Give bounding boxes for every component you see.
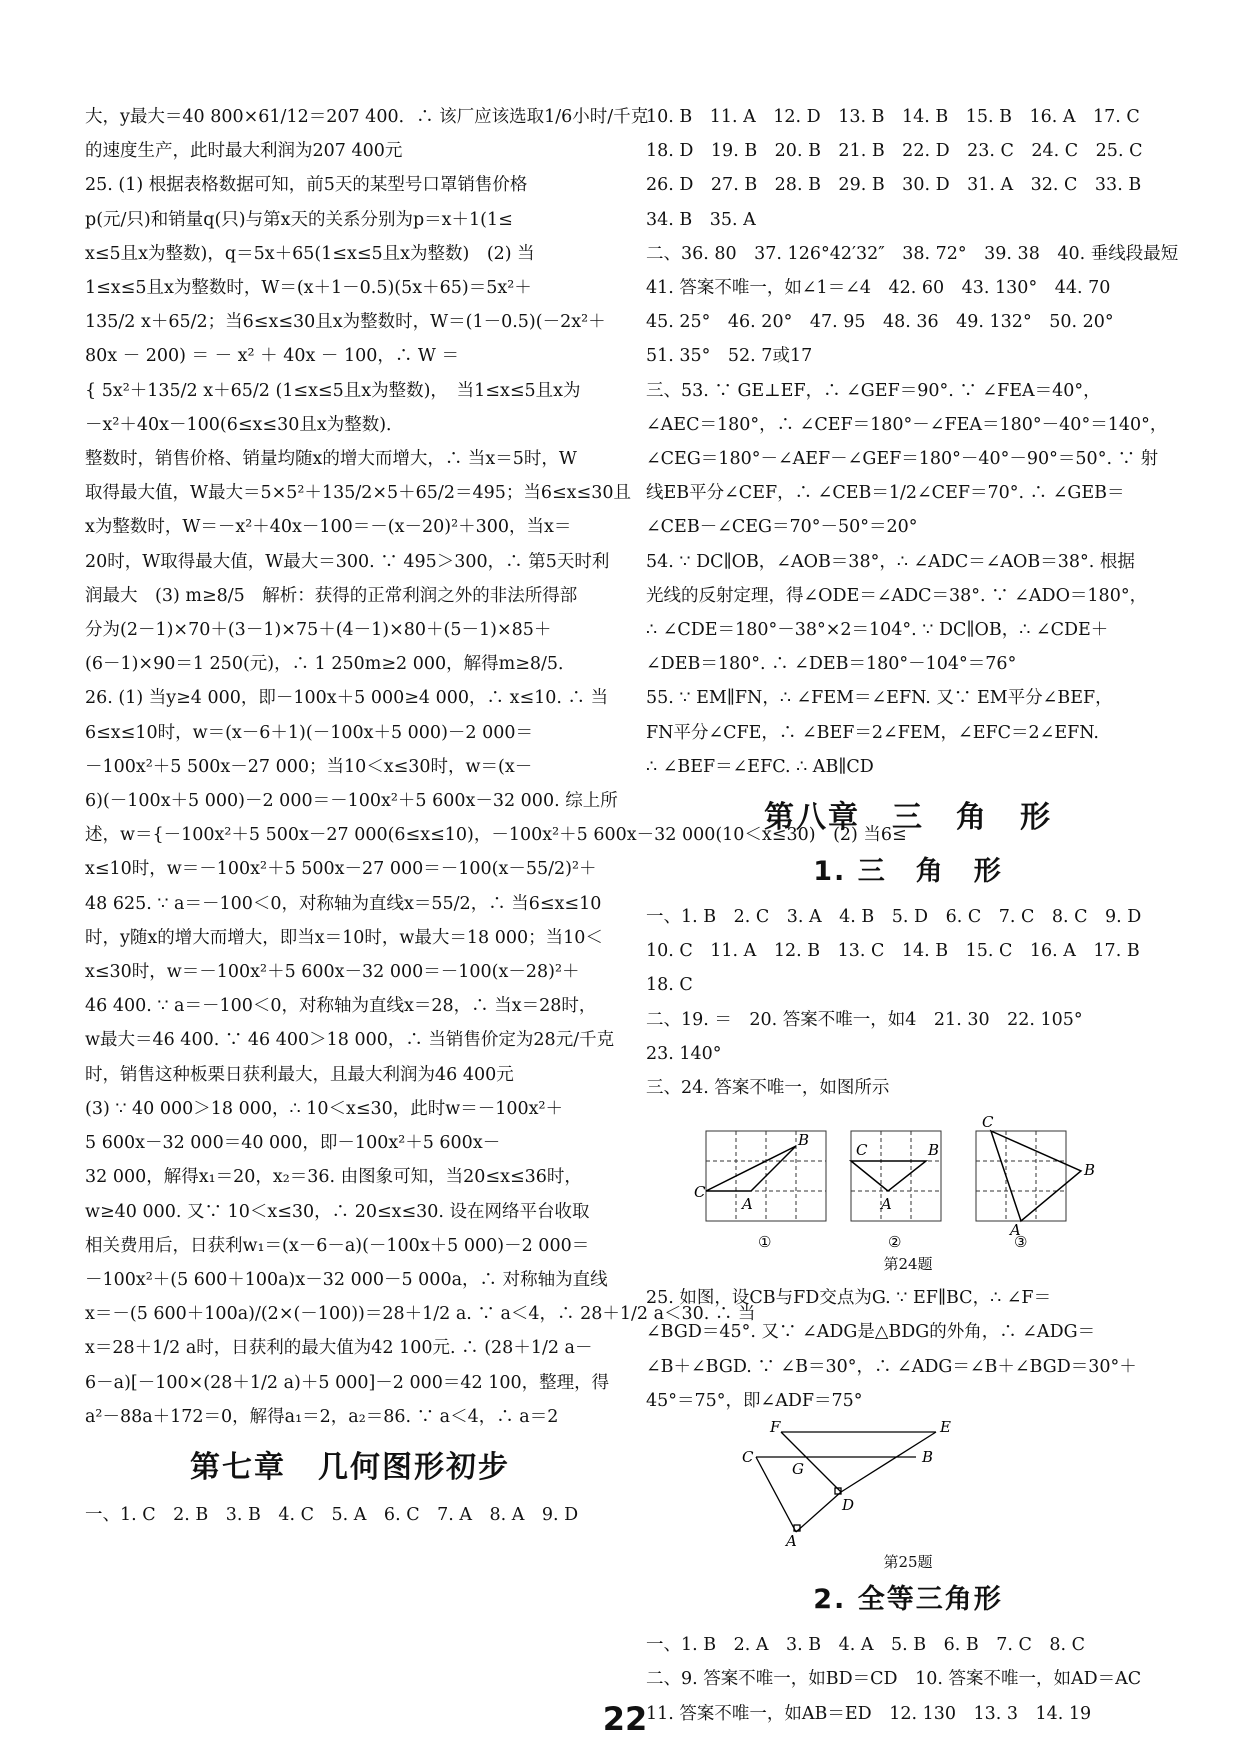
text-line: 一、1. B 2. C 3. A 4. B 5. D 6. C 7. C 8. C 9. D [646,907,1142,928]
chapter-7-answers [85,1498,615,1532]
text-line: 时，销售这种板栗日获利最大，且最大利润为46 400元 [85,1064,514,1085]
text-line: 三、24. 答案不唯一，如图所示 [646,1078,890,1099]
text-line: ∠B＋∠BGD. ∵ ∠B＝30°，∴ ∠ADG＝∠B＋∠BGD＝30°＋ [646,1356,1137,1377]
fig24-2-label-a: A [881,1195,892,1214]
text-line: x≤5且x为整数)，q＝5x＋65(1≤x≤5且x为整数) (2) 当 [85,243,535,264]
fig25-label-b: B [922,1448,934,1467]
text-line: x≤30时，w＝－100x²＋5 600x－32 000＝－100(x－28)²＋ [85,962,580,983]
text-line: 润最大 (3) m≥8/5 解析：获得的正常利润之外的非法所得部 [85,585,578,606]
fig25-label-e: E [940,1418,951,1437]
text-line: 48 625. ∵ a＝－100＜0，对称轴为直线x＝55/2，∴ 当6≤x≤10 [85,893,602,914]
text-line: ∠DEB＝180°. ∴ ∠DEB＝180°－104°＝76° [646,654,1017,675]
text-line: 相关费用后，日获利w₁＝(x－6－a)(－100x＋5 000)－2 000＝ [85,1235,590,1256]
text-line: 分为(2－1)×70＋(3－1)×75＋(4－1)×80＋(5－1)×85＋ [85,620,552,641]
fig25-label-g: G [792,1460,804,1479]
text-line: ∠CEG＝180°－∠AEF－∠GEF＝180°－40°－90°＝50°. ∵ 射 [646,449,1159,470]
fig24-sub-3: ③ [1014,1233,1028,1252]
text-line: x＝－(5 600＋100a)/(2×(－100))＝28＋1/2 a. ∵ a＜4，∴ 28＋1/2 a＜30. ∴ 当 [85,1304,756,1325]
text-line: －x²＋40x－100(6≤x≤30且x为整数)． [85,414,404,435]
text-line: 二、36. 80 37. 126°42′32″ 38. 72° 39. 38 40. 垂线段最短 [646,243,1179,264]
fig25-label-a: A [786,1532,797,1551]
section-2-title: 2. 全等三角形 [813,1584,1003,1616]
text-line: ∴ ∠BEF＝∠EFC. ∴ AB∥CD [646,756,874,777]
text-line: 26. (1) 当y≥4 000，即－100x＋5 000≥4 000，∴ x≤10. ∴ 当 [85,688,609,709]
fig24-1-label-c: C [694,1183,706,1202]
fig25-label-f: F [770,1418,781,1437]
section-1-answers [646,900,1170,1105]
text-line: 135/2 x＋65/2；当6≤x≤30且x为整数时，W＝(1－0.5)(－2x²＋ [85,312,606,333]
text-line: 11. 答案不唯一，如AB＝ED 12. 130 13. 3 14. 19 [646,1703,1092,1724]
figure-24-caption: 第24题 [883,1255,933,1274]
text-line: 述，w＝{－100x²＋5 500x－27 000(6≤x≤10)，－100x²＋5 600x－32 000(10＜x≤30) (2) 当6≤ [85,825,907,846]
text-line: ∴ ∠CDE＝180°－38°×2＝104°. ∵ DC∥OB，∴ ∠CDE＋ [646,620,1109,641]
text-line: 25. 如图，设CB与FD交点为G. ∵ EF∥BC，∴ ∠F＝ [646,1288,1052,1309]
text-line: －100x²＋5 500x－27 000；当10＜x≤30时，w＝(x－ [85,756,533,777]
right-solution-lines [646,100,1179,784]
fig24-2-label-b: B [928,1141,940,1160]
text-line: 32 000，解得x₁＝20，x₂＝36. 由图象可知，当20≤x≤36时， [85,1167,582,1188]
fig24-1-label-b: B [798,1131,810,1150]
text-line: 一、1. B 2. A 3. B 4. A 5. B 6. B 7. C 8. C [646,1635,1086,1656]
text-line: w最大＝46 400. ∵ 46 400＞18 000，∴ 当销售价定为28元/千克 [85,1030,615,1051]
text-line: 55. ∵ EM∥FN，∴ ∠FEM＝∠EFN. 又∵ EM平分∠BEF， [646,688,1113,709]
text-line: 41. 答案不唯一，如∠1＝∠4 42. 60 43. 130° 44. 70 [646,278,1111,299]
fig24-3-label-c: C [982,1113,994,1132]
fig24-sub-2: ② [888,1233,902,1252]
text-line: 一、1. C 2. B 3. B 4. C 5. A 6. C 7. A 8. A 9. D [85,1504,579,1525]
text-line: 二、19. ＝ 20. 答案不唯一，如4 21. 30 22. 105° [646,1009,1083,1030]
text-line: 的速度生产，此时最大利润为207 400元 [85,141,403,162]
text-line: 6－a)[－100×(28＋1/2 a)＋5 000]－2 000＝42 100，整理，得 [85,1372,610,1393]
text-line: p(元/只)和销量q(只)与第x天的关系分别为p＝x＋1(1≤ [85,209,513,230]
fig25-label-d: D [842,1496,855,1515]
text-line: w≥40 000. 又∵ 10＜x≤30，∴ 20≤x≤30. 设在网络平台收取 [85,1201,590,1222]
fig24-sub-1: ① [758,1233,772,1252]
text-line: 20时，W取得最大值，W最大＝300. ∵ 495＞300，∴ 第5天时利 [85,551,610,572]
text-line: (6－1)×90＝1 250(元)，∴ 1 250m≥2 000，解得m≥8/5． [85,654,576,675]
fig24-3-label-a: A [1010,1221,1021,1240]
text-line: 18. C [646,975,693,996]
text-line: 二、9. 答案不唯一，如BD＝CD 10. 答案不唯一，如AD＝AC [646,1669,1142,1690]
text-line: 54. ∵ DC∥OB，∠AOB＝38°，∴ ∠ADC＝∠AOB＝38°. 根据 [646,551,1135,572]
text-line: 三、53. ∵ GE⊥EF，∴ ∠GEF＝90°. ∵ ∠FEA＝40°， [646,380,1101,401]
text-line: 45°＝75°，即∠ADF＝75° [646,1390,863,1411]
figure-25-diagram [646,1418,1170,1551]
text-line: x为整数时，W＝－x²＋40x－100＝－(x－20)²＋300，当x＝ [85,517,572,538]
text-line: 10. C 11. A 12. B 13. C 14. B 15. C 16. A 17. B [646,941,1140,962]
text-line: 时，y随x的增大而增大，即当x＝10时，w最大＝18 000；当10＜ [85,927,603,948]
figure-24-diagram [646,1109,1170,1252]
fig24-3-label-b: B [1084,1161,1096,1180]
text-line: x≤10时，w＝－100x²＋5 500x－27 000＝－100(x－55/2)²＋ [85,859,597,880]
text-line: x＝28＋1/2 a时，日获利的最大值为42 100元. ∴ (28＋1/2 a－ [85,1338,593,1359]
text-line: 46 400. ∵ a＝－100＜0，对称轴为直线x＝28，∴ 当x＝28时， [85,996,597,1017]
text-line: ∠AEC＝180°，∴ ∠CEF＝180°－∠FEA＝180°－40°＝140°， [646,414,1168,435]
text-line: 34. B 35. A [646,209,756,230]
chapter-7-title: 第七章 几何图形初步 [190,1449,510,1485]
text-line: 26. D 27. B 28. B 29. B 30. D 31. A 32. C 33. B [646,175,1142,196]
text-line: 取得最大值，W最大＝5×5²＋135/2×5＋65/2＝495；当6≤x≤30且 [85,483,631,504]
text-line: 18. D 19. B 20. B 21. B 22. D 23. C 24. C 25. C [646,141,1143,162]
text-line: 整数时，销售价格、销量均随x的增大而增大，∴ 当x＝5时，W [85,449,577,470]
text-line: 45. 25° 46. 20° 47. 95 48. 36 49. 132° 50. 20° [646,312,1114,333]
text-line: FN平分∠CFE，∴ ∠BEF＝2∠FEM，∠EFC＝2∠EFN. [646,722,1099,743]
text-line: ∠BGD＝45°. 又∵ ∠ADG是△BDG的外角，∴ ∠ADG＝ [646,1322,1096,1343]
fig24-1-label-a: A [742,1195,753,1214]
page-number: 22 [602,1700,648,1738]
figure-25-caption: 第25题 [883,1553,933,1572]
text-line: 线EB平分∠CEF，∴ ∠CEB＝1/2∠CEF＝70°. ∴ ∠GEB＝ [646,483,1125,504]
text-line: 25. (1) 根据表格数据可知，前5天的某型号口罩销售价格 [85,175,528,196]
text-line: ∠CEB－∠CEG＝70°－50°＝20° [646,517,918,538]
section-1-title: 1. 三 角 形 [813,856,1003,888]
text-line: 80x － 200) ＝ － x² ＋ 40x － 100，∴ W ＝ [85,346,459,367]
fig24-2-label-c: C [856,1141,868,1160]
text-line: 光线的反射定理，得∠ODE＝∠ADC＝38°. ∵ ∠ADO＝180°， [646,585,1148,606]
fig25-label-c: C [742,1448,754,1467]
text-line: { 5x²＋135/2 x＋65/2 (1≤x≤5且x为整数)， 当1≤x≤5且x为 [85,380,581,401]
right-column [646,100,1179,1731]
question-25-solution [646,1281,1170,1418]
text-line: 5 600x－32 000＝40 000，即－100x²＋5 600x－ [85,1133,501,1154]
text-line: 10. B 11. A 12. D 13. B 14. B 15. B 16. A 17. C [646,107,1140,127]
text-line: 1≤x≤5且x为整数时，W＝(x＋1－0.5)(5x＋65)＝5x²＋ [85,278,532,299]
text-line: (3) ∵ 40 000＞18 000，∴ 10＜x≤30，此时w＝－100x²＋ [85,1098,564,1119]
figure-25 [646,1418,1170,1572]
text-line: 6≤x≤10时，w＝(x－6＋1)(－100x＋5 000)－2 000＝ [85,722,533,743]
text-line: 23. 140° [646,1043,722,1064]
chapter-8-title: 第八章 三 角 形 [764,800,1052,836]
figure-24 [646,1109,1170,1277]
text-line: －100x²＋(5 600＋100a)x－32 000－5 000a，∴ 对称轴为直线 [85,1269,608,1290]
text-line: a²－88a＋172＝0，解得a₁＝2，a₂＝86. ∵ a＜4，∴ a＝2 [85,1406,559,1427]
text-line: 大，y最大＝40 800×61/12＝207 400．∴ 该厂应该选取1/6小时/千克 [85,107,649,127]
text-line: 6)(－100x＋5 000)－2 000＝－100x²＋5 600x－32 000. 综上所 [85,791,618,812]
text-line: 51. 35° 52. 7或17 [646,346,813,367]
